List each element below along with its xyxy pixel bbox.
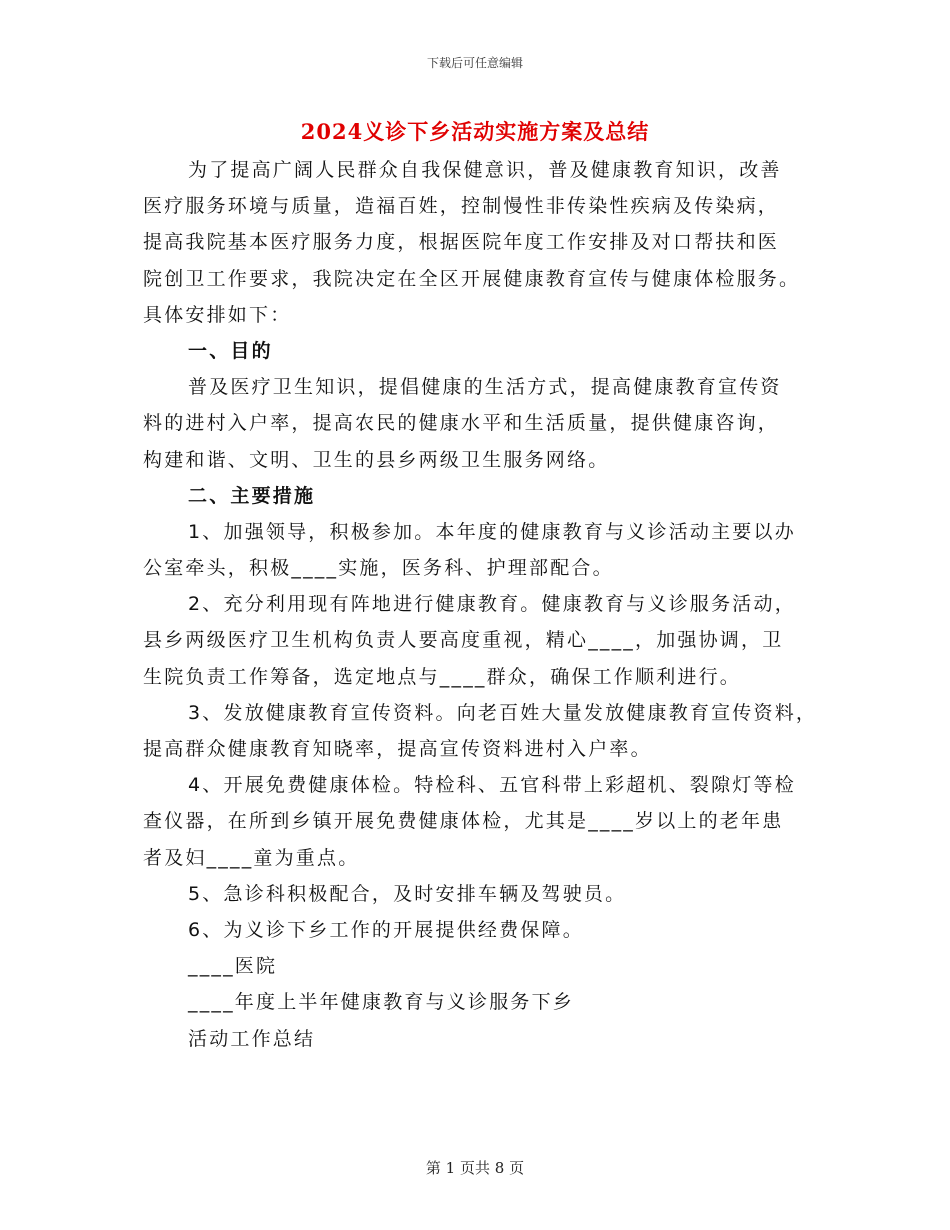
section-heading: 二、主要措施 (188, 484, 316, 507)
document-title: 2024义诊下乡活动实施方案及总结 (300, 119, 650, 144)
text-line: 2、充分利用现有阵地进行健康教育。健康教育与义诊服务活动， (188, 593, 796, 616)
text-line: 活动工作总结 (188, 1027, 316, 1050)
text-line: 具体安排如下： (143, 303, 292, 326)
text-line: 6、为义诊下乡工作的开展提供经费保障。 (188, 918, 584, 941)
text-line: 者及妇____童为重点。 (143, 846, 360, 869)
text-line: 生院负责工作筹备，选定地点与____群众，确保工作顺利进行。 (143, 665, 742, 688)
document-body (143, 152, 823, 1057)
text-line: 院创卫工作要求，我院决定在全区开展健康教育宣传与健康体检服务。 (143, 267, 801, 290)
text-line: 提高群众健康教育知晓率，提高宣传资料进村入户率。 (143, 738, 652, 760)
text-line: 为了提高广阔人民群众自我保健意识，普及健康教育知识，改善 (188, 159, 782, 181)
text-line: 3、发放健康教育宣传资料。向老百姓大量发放健康教育宣传资料， (188, 701, 818, 724)
text-line: 公室牵头，积极____实施，医务科、护理部配合。 (143, 557, 614, 580)
section-heading: 一、目的 (188, 339, 273, 362)
text-line: 1、加强领导，积极参加。本年度的健康教育与义诊活动主要以办 (188, 520, 796, 543)
text-line: 4、开展免费健康体检。特检科、五官科带上彩超机、裂隙灯等检 (188, 774, 796, 797)
text-line: 普及医疗卫生知识，提倡健康的生活方式，提高健康教育宣传资 (188, 376, 782, 399)
text-line: 县乡两级医疗卫生机构负责人要高度重视，精心____，加强协调，卫 (143, 629, 784, 652)
text-line: 5、急诊科积极配合，及时安排车辆及驾驶员。 (188, 882, 627, 905)
text-line: 查仪器，在所到乡镇开展免费健康体检，尤其是____岁以上的老年患 (143, 810, 784, 833)
text-line: 医疗服务环境与质量，造福百姓，控制慢性非传染性疾病及传染病， (143, 195, 780, 218)
text-line: ____年度上半年健康教育与义诊服务下乡 (188, 991, 575, 1014)
text-line: ____医院 (188, 955, 278, 978)
header-note: 下载后可任意编辑 (426, 56, 523, 70)
text-line: 提高我院基本医疗服务力度，根据医院年度工作安排及对口帮扶和医 (143, 231, 780, 254)
page-footer: 第 1 页共 8 页 (425, 1159, 525, 1177)
text-line: 料的进村入户率，提高农民的健康水平和生活质量，提供健康咨询， (143, 412, 780, 435)
text-line: 构建和谐、文明、卫生的县乡两级卫生服务网络。 (143, 448, 610, 471)
